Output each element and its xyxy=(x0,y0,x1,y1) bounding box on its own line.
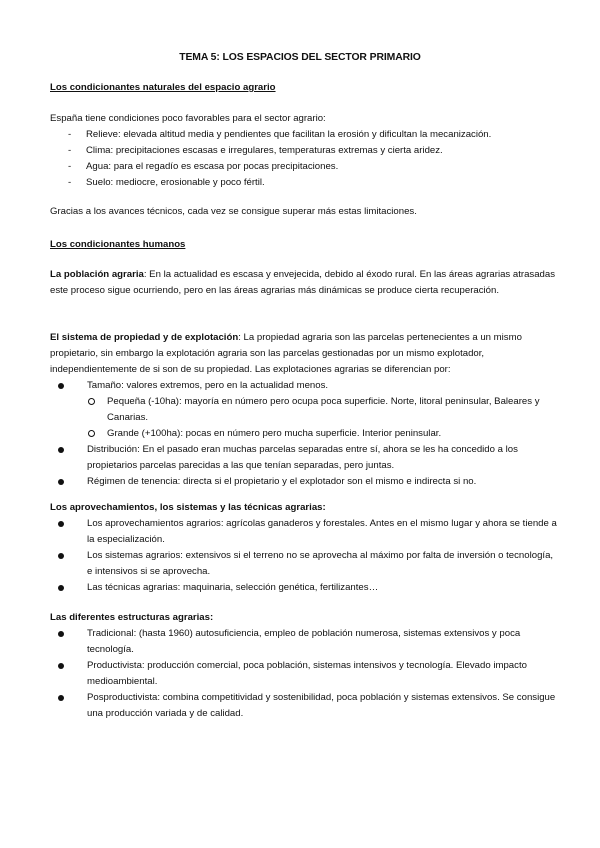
list-item: Posproductivista: combina competitividad y sostenibilidad, poca población y sistemas extensivos. Se consigue una producción variada y de calidad. xyxy=(50,690,560,722)
paragraph: Gracias a los avances técnicos, cada vez se consigue superar más estas limitaciones. xyxy=(50,206,417,217)
paragraph-text: : En la actualidad es escasa y envejecida, debido al éxodo rural. En las áreas agrarias atrasadas este proceso sigue ocurriendo, pero en las áreas agrarias más dinámicas se produce cierta recuperación. xyxy=(50,269,556,296)
section-heading: Los condicionantes naturales del espacio agrario xyxy=(50,82,276,93)
list-item: Distribución: En el pasado eran muchas parcelas separadas entre sí, ahora se les ha concedido a los propietarios parcelas parecidas a las que tenían separadas, pero juntas. xyxy=(50,442,560,474)
list-item: Tradicional: (hasta 1960) autosuficiencia, empleo de población numerosa, sistemas extensivos y poca tecnología. xyxy=(50,626,560,658)
list-item: - Relieve: elevada altitud media y pendientes que facilitan la erosión y dificultan la mecanización. xyxy=(68,129,492,140)
document-title: TEMA 5: LOS ESPACIOS DEL SECTOR PRIMARIO xyxy=(179,52,421,63)
property-paragraph xyxy=(50,330,560,490)
section-structures xyxy=(50,610,560,722)
sub-list-item: Grande (+100ha): pocas en número pero mucha superficie. Interior peninsular. xyxy=(50,426,560,442)
sub-list-item: Pequeña (-10ha): mayoría en número pero ocupa poca superficie. Norte, litoral peninsular, Baleares y Canarias. xyxy=(50,394,560,426)
inline-label: La población agraria xyxy=(50,269,144,280)
list-item: Los sistemas agrarios: extensivos si el terreno no se aprovecha al máximo por falta de inversión o tecnología, e intensivos si se aprovecha. xyxy=(50,548,560,580)
list-item: - Clima: precipitaciones escasas e irregulares, temperaturas extremas y cierta aridez. xyxy=(68,145,443,156)
section-heading: Los aprovechamientos, los sistemas y las técnicas agrarias: xyxy=(50,502,326,513)
population-paragraph xyxy=(50,267,560,299)
list-item: - Agua: para el regadío es escasa por pocas precipitaciones. xyxy=(68,161,339,172)
section-heading: Las diferentes estructuras agrarias: xyxy=(50,612,214,623)
list-item: Las técnicas agrarias: maquinaria, selección genética, fertilizantes… xyxy=(50,580,560,596)
natural-conditions-body xyxy=(50,111,560,191)
list-item: Los aprovechamientos agrarios: agrícolas ganaderos y forestales. Antes en el mismo lugar y ahora se tiende a la especialización. xyxy=(50,516,560,548)
section-uses-systems xyxy=(50,500,560,596)
list-item: Régimen de tenencia: directa si el propietario y el explotador son el mismo e indirecta si no. xyxy=(50,474,560,490)
inline-label: El sistema de propiedad y de explotación xyxy=(50,332,239,343)
list-item: Tamaño: valores extremos, pero en la actualidad menos. xyxy=(50,378,560,394)
list-item: - Suelo: mediocre, erosionable y poco fértil. xyxy=(68,177,265,188)
natural-conditions-outro xyxy=(50,204,560,220)
paragraph-text: : La propiedad agraria son las parcelas pertenecientes a un mismo propietario, sin embargo la explotación agraria son las parcelas gestionadas por un mismo explotador, independientemente de si son de su propiedad. Las explotaciones agrarias se diferencian por: xyxy=(50,332,522,375)
section-human-conditions xyxy=(50,237,560,253)
section-heading: Los condicionantes humanos xyxy=(50,239,186,250)
intro-paragraph: España tiene condiciones poco favorables para el sector agrario: xyxy=(50,113,326,124)
section-natural-conditions xyxy=(50,80,560,96)
list-item: Productivista: producción comercial, poca población, sistemas intensivos y tecnología. Elevado impacto medioambiental. xyxy=(50,658,560,690)
